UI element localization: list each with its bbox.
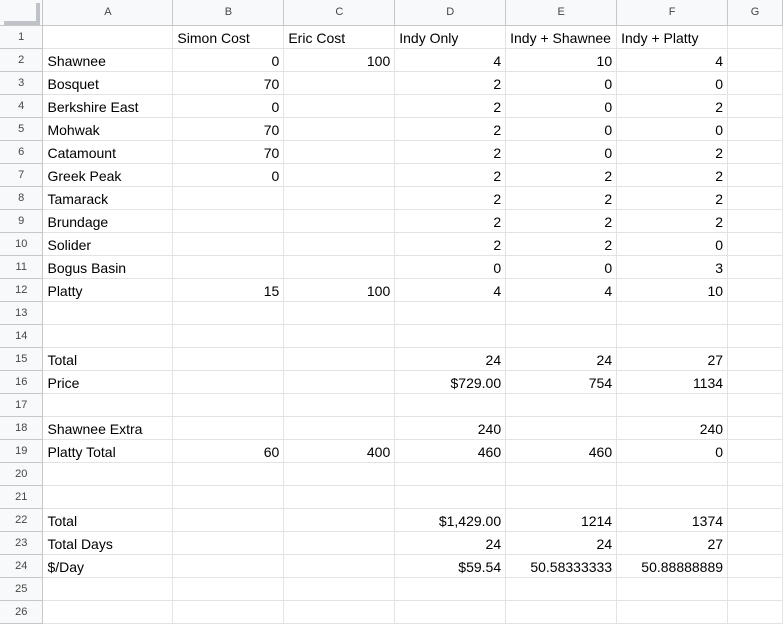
cell-d15[interactable]: 24 [395,348,506,371]
cell-b8[interactable] [173,187,284,210]
cell-e2[interactable]: 10 [506,49,617,72]
cell-a11[interactable]: Bogus Basin [43,256,173,279]
cell-f14[interactable] [617,325,728,348]
cell-e6[interactable]: 0 [506,141,617,164]
row-header[interactable]: 3 [0,72,43,95]
cell-b1[interactable]: Simon Cost [173,26,284,49]
sheet-row [0,486,783,509]
cell-e13[interactable] [506,302,617,325]
cell-e25[interactable] [506,578,617,601]
row-header[interactable]: 13 [0,302,43,325]
cell-a2[interactable]: Shawnee [43,49,173,72]
cell-e3[interactable]: 0 [506,72,617,95]
cell-g22[interactable] [728,509,783,532]
row-header[interactable]: 16 [0,371,43,394]
cell-f21[interactable] [617,486,728,509]
cell-b10[interactable] [173,233,284,256]
sheet-row [0,601,783,624]
cell-d24[interactable]: $59.54 [395,555,506,578]
cell-d22[interactable]: $1,429.00 [395,509,506,532]
cell-e21[interactable] [506,486,617,509]
cell-f22[interactable]: 1374 [617,509,728,532]
cell-e1[interactable]: Indy + Shawnee [506,26,617,49]
row-header[interactable]: 20 [0,463,43,486]
row-header[interactable]: 1 [0,26,43,49]
row-header[interactable]: 14 [0,325,43,348]
cell-f10[interactable]: 0 [617,233,728,256]
cell-b7[interactable]: 0 [173,164,284,187]
cell-b23[interactable] [173,532,284,555]
cell-a10[interactable]: Solider [43,233,173,256]
cell-a21[interactable] [43,486,173,509]
cell-d9[interactable]: 2 [395,210,506,233]
cell-f18[interactable]: 240 [617,417,728,440]
cell-d10[interactable]: 2 [395,233,506,256]
cell-e5[interactable]: 0 [506,118,617,141]
cell-e10[interactable]: 2 [506,233,617,256]
cell-c23[interactable] [284,532,395,555]
cell-g17[interactable] [728,394,783,417]
cell-e8[interactable]: 2 [506,187,617,210]
cell-c5[interactable] [284,118,395,141]
cell-a15[interactable]: Total [43,348,173,371]
corner-marker-icon [4,3,40,25]
column-header-row [0,0,783,26]
sheet-row [0,417,783,440]
cell-c19[interactable]: 400 [284,440,395,463]
cell-b9[interactable] [173,210,284,233]
cell-a9[interactable]: Brundage [43,210,173,233]
cell-e4[interactable]: 0 [506,95,617,118]
cell-d21[interactable] [395,486,506,509]
cell-d26[interactable] [395,601,506,624]
cell-f11[interactable]: 3 [617,256,728,279]
row-header[interactable]: 6 [0,141,43,164]
cell-g21[interactable] [728,486,783,509]
cell-a3[interactable]: Bosquet [43,72,173,95]
cell-e26[interactable] [506,601,617,624]
cell-f26[interactable] [617,601,728,624]
cell-a5[interactable]: Mohwak [43,118,173,141]
cell-c4[interactable] [284,95,395,118]
sheet-row [0,26,783,49]
cell-b14[interactable] [173,325,284,348]
cell-g6[interactable] [728,141,783,164]
cell-b4[interactable]: 0 [173,95,284,118]
row-header[interactable]: 7 [0,164,43,187]
row-header[interactable]: 26 [0,601,43,624]
sheet-row [0,463,783,486]
cell-c16[interactable] [284,371,395,394]
sheet-row [0,279,783,302]
cell-g15[interactable] [728,348,783,371]
cell-a19[interactable]: Platty Total [43,440,173,463]
sheet-row [0,325,783,348]
cell-d11[interactable]: 0 [395,256,506,279]
sheet-row [0,348,783,371]
cell-c6[interactable] [284,141,395,164]
cell-b21[interactable] [173,486,284,509]
cell-a6[interactable]: Catamount [43,141,173,164]
cell-e17[interactable] [506,394,617,417]
cell-c10[interactable] [284,233,395,256]
cell-g4[interactable] [728,95,783,118]
cell-a16[interactable]: Price [43,371,173,394]
cell-b20[interactable] [173,463,284,486]
cell-d2[interactable]: 4 [395,49,506,72]
sheet-row [0,164,783,187]
row-header[interactable]: 5 [0,118,43,141]
cell-b17[interactable] [173,394,284,417]
sheet-row [0,302,783,325]
cell-c17[interactable] [284,394,395,417]
cell-a22[interactable]: Total [43,509,173,532]
cell-d12[interactable]: 4 [395,279,506,302]
row-header[interactable]: 19 [0,440,43,463]
row-header[interactable]: 2 [0,49,43,72]
row-header[interactable]: 21 [0,486,43,509]
row-header[interactable]: 24 [0,555,43,578]
cell-f3[interactable]: 0 [617,72,728,95]
cell-f25[interactable] [617,578,728,601]
cell-d4[interactable]: 2 [395,95,506,118]
row-header[interactable]: 22 [0,509,43,532]
cell-a8[interactable]: Tamarack [43,187,173,210]
cell-e24[interactable]: 50.58333333 [506,555,617,578]
cell-c12[interactable]: 100 [284,279,395,302]
cell-c14[interactable] [284,325,395,348]
cell-c26[interactable] [284,601,395,624]
row-header[interactable]: 10 [0,233,43,256]
row-header[interactable]: 25 [0,578,43,601]
cell-g3[interactable] [728,72,783,95]
cell-g1[interactable] [728,26,783,49]
cell-f20[interactable] [617,463,728,486]
cell-e9[interactable]: 2 [506,210,617,233]
column-header-a[interactable]: A [43,0,173,26]
cell-d16[interactable]: $729.00 [395,371,506,394]
cell-a4[interactable]: Berkshire East [43,95,173,118]
cell-g24[interactable] [728,555,783,578]
cell-g19[interactable] [728,440,783,463]
cell-a25[interactable] [43,578,173,601]
sheet-row [0,95,783,118]
cell-e23[interactable]: 24 [506,532,617,555]
cell-f24[interactable]: 50.88888889 [617,555,728,578]
row-header[interactable]: 4 [0,95,43,118]
select-all-corner[interactable] [0,0,43,26]
cell-g7[interactable] [728,164,783,187]
cell-g23[interactable] [728,532,783,555]
cell-f19[interactable]: 0 [617,440,728,463]
cell-b25[interactable] [173,578,284,601]
cell-c18[interactable] [284,417,395,440]
cell-b18[interactable] [173,417,284,440]
cell-f15[interactable]: 27 [617,348,728,371]
cell-e18[interactable] [506,417,617,440]
column-header-f[interactable]: F [617,0,728,26]
column-header-g[interactable]: G [728,0,783,26]
sheet-row [0,578,783,601]
cell-f17[interactable] [617,394,728,417]
cell-e7[interactable]: 2 [506,164,617,187]
cell-d19[interactable]: 460 [395,440,506,463]
cell-c2[interactable]: 100 [284,49,395,72]
cell-e22[interactable]: 1214 [506,509,617,532]
cell-g20[interactable] [728,463,783,486]
cell-b12[interactable]: 15 [173,279,284,302]
row-header[interactable]: 9 [0,210,43,233]
row-header[interactable]: 23 [0,532,43,555]
cell-g16[interactable] [728,371,783,394]
cell-d13[interactable] [395,302,506,325]
cell-a1[interactable] [43,26,173,49]
column-header-d[interactable]: D [395,0,506,26]
row-header[interactable]: 15 [0,348,43,371]
column-header-c[interactable]: C [284,0,395,26]
cell-a14[interactable] [43,325,173,348]
cell-d7[interactable]: 2 [395,164,506,187]
cell-d23[interactable]: 24 [395,532,506,555]
cell-b15[interactable] [173,348,284,371]
sheet-row [0,394,783,417]
cell-g11[interactable] [728,256,783,279]
cell-c3[interactable] [284,72,395,95]
sheet-row [0,187,783,210]
sheet-row [0,72,783,95]
sheet-row [0,555,783,578]
cell-g13[interactable] [728,302,783,325]
cell-a18[interactable]: Shawnee Extra [43,417,173,440]
cell-f2[interactable]: 4 [617,49,728,72]
cell-b2[interactable]: 0 [173,49,284,72]
cell-d3[interactable]: 2 [395,72,506,95]
cell-g25[interactable] [728,578,783,601]
cell-d8[interactable]: 2 [395,187,506,210]
cell-c21[interactable] [284,486,395,509]
cell-g5[interactable] [728,118,783,141]
cell-f13[interactable] [617,302,728,325]
cell-d18[interactable]: 240 [395,417,506,440]
row-header[interactable]: 8 [0,187,43,210]
cell-f23[interactable]: 27 [617,532,728,555]
cell-f4[interactable]: 2 [617,95,728,118]
cell-b19[interactable]: 60 [173,440,284,463]
cell-e12[interactable]: 4 [506,279,617,302]
cell-a23[interactable]: Total Days [43,532,173,555]
cell-e11[interactable]: 0 [506,256,617,279]
cell-f1[interactable]: Indy + Platty [617,26,728,49]
cell-c1[interactable]: Eric Cost [284,26,395,49]
cell-c22[interactable] [284,509,395,532]
cell-f8[interactable]: 2 [617,187,728,210]
cell-d5[interactable]: 2 [395,118,506,141]
cell-b5[interactable]: 70 [173,118,284,141]
cell-g12[interactable] [728,279,783,302]
sheet-row [0,49,783,72]
cell-f16[interactable]: 1134 [617,371,728,394]
sheet-row [0,509,783,532]
row-header[interactable]: 12 [0,279,43,302]
cell-c25[interactable] [284,578,395,601]
cell-b13[interactable] [173,302,284,325]
cell-d17[interactable] [395,394,506,417]
cell-f12[interactable]: 10 [617,279,728,302]
sheet-row [0,440,783,463]
sheet-row [0,532,783,555]
cell-a20[interactable] [43,463,173,486]
column-header-e[interactable]: E [506,0,617,26]
cell-g9[interactable] [728,210,783,233]
cell-d1[interactable]: Indy Only [395,26,506,49]
cell-a17[interactable] [43,394,173,417]
cell-g10[interactable] [728,233,783,256]
cell-a24[interactable]: $/Day [43,555,173,578]
cell-c24[interactable] [284,555,395,578]
row-header[interactable]: 18 [0,417,43,440]
cell-d6[interactable]: 2 [395,141,506,164]
cell-c20[interactable] [284,463,395,486]
cell-e15[interactable]: 24 [506,348,617,371]
cell-b16[interactable] [173,371,284,394]
row-header[interactable]: 17 [0,394,43,417]
sheet-row [0,256,783,279]
cell-b22[interactable] [173,509,284,532]
cell-g18[interactable] [728,417,783,440]
cell-g26[interactable] [728,601,783,624]
cell-f9[interactable]: 2 [617,210,728,233]
cell-c9[interactable] [284,210,395,233]
row-header[interactable]: 11 [0,256,43,279]
sheet-row [0,233,783,256]
sheet-row [0,118,783,141]
cell-e20[interactable] [506,463,617,486]
cell-a12[interactable]: Platty [43,279,173,302]
cell-d25[interactable] [395,578,506,601]
cell-a26[interactable] [43,601,173,624]
cell-f7[interactable]: 2 [617,164,728,187]
cell-f5[interactable]: 0 [617,118,728,141]
cell-g14[interactable] [728,325,783,348]
cell-c11[interactable] [284,256,395,279]
cell-b6[interactable]: 70 [173,141,284,164]
sheet-row [0,371,783,394]
sheet-row [0,210,783,233]
cell-e16[interactable]: 754 [506,371,617,394]
cell-c8[interactable] [284,187,395,210]
cell-b3[interactable]: 70 [173,72,284,95]
cell-g2[interactable] [728,49,783,72]
cell-a7[interactable]: Greek Peak [43,164,173,187]
cell-b24[interactable] [173,555,284,578]
cell-f6[interactable]: 2 [617,141,728,164]
cell-c7[interactable] [284,164,395,187]
cell-d14[interactable] [395,325,506,348]
cell-c15[interactable] [284,348,395,371]
cell-d20[interactable] [395,463,506,486]
cell-e19[interactable]: 460 [506,440,617,463]
cell-g8[interactable] [728,187,783,210]
column-header-b[interactable]: B [173,0,284,26]
cell-c13[interactable] [284,302,395,325]
cell-b26[interactable] [173,601,284,624]
cell-e14[interactable] [506,325,617,348]
cell-b11[interactable] [173,256,284,279]
sheet-row [0,141,783,164]
cell-a13[interactable] [43,302,173,325]
